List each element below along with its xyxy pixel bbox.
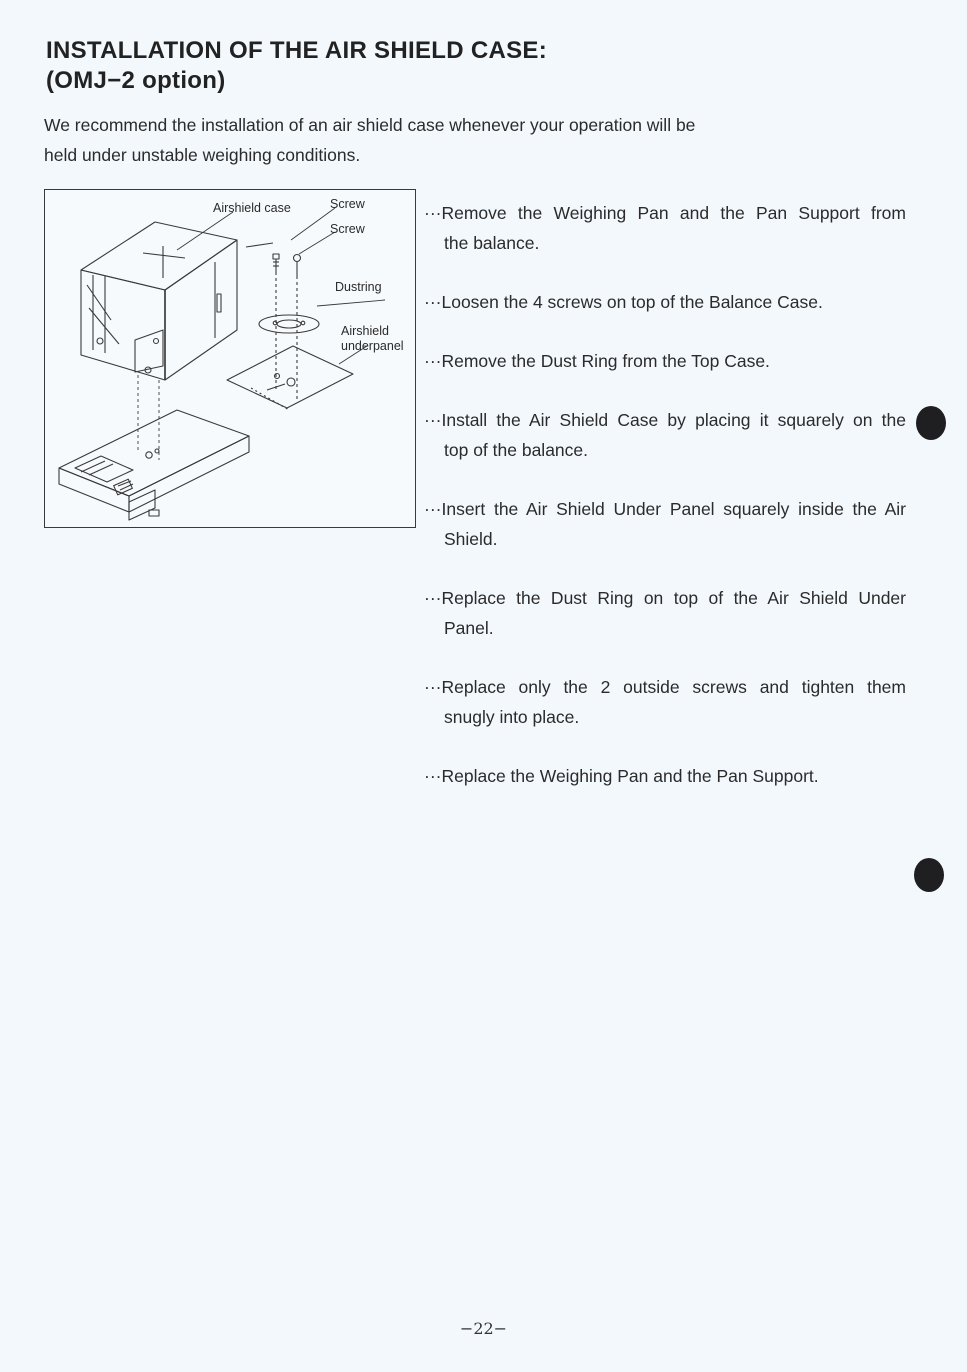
intro-line-1: We recommend the installation of an air shield case whenever your operation will be (44, 115, 696, 135)
intro-paragraph (44, 110, 824, 170)
step-item (424, 198, 906, 258)
binder-hole-mark-upper (916, 406, 946, 440)
step-line-1: ···Replace only the 2 outside screws and tighten them (424, 677, 906, 697)
intro-line-2: held under unstable weighing conditions. (44, 145, 361, 165)
step-item (424, 761, 906, 791)
step-line-1: ···Replace the Dust Ring on top of the Air Shield Under (424, 588, 906, 608)
underpanel-drawing (227, 346, 353, 410)
page-title-line-1: INSTALLATION OF THE AIR SHIELD CASE: (46, 37, 548, 64)
step-item (424, 405, 906, 465)
label-airshield-underpanel-1: Airshield (341, 324, 389, 338)
step-item (424, 494, 906, 554)
airshield-case-drawing (81, 222, 273, 380)
step-item (424, 583, 906, 643)
step-item (424, 287, 906, 317)
step-line-1: ···Install the Air Shield Case by placing it squarely on the (424, 410, 906, 430)
page-title (46, 36, 547, 96)
step-item (424, 346, 906, 376)
label-dustring: Dustring (335, 280, 382, 294)
step-item (424, 672, 906, 732)
step-line-1: ···Remove the Dust Ring from the Top Case. (424, 351, 770, 371)
label-airshield-case: Airshield case (213, 201, 291, 215)
step-line-2: Shield. (444, 529, 498, 549)
step-line-1: ···Remove the Weighing Pan and the Pan Support from (424, 203, 906, 223)
exploded-view-drawing (45, 190, 417, 529)
dustring-drawing (259, 315, 319, 333)
binder-hole-mark-lower (914, 858, 944, 892)
label-airshield-underpanel-2: underpanel (341, 339, 404, 353)
installation-diagram (44, 189, 416, 528)
step-line-1: ···Loosen the 4 screws on top of the Balance Case. (424, 292, 823, 312)
step-line-1: ···Replace the Weighing Pan and the Pan Support. (424, 766, 819, 786)
step-line-2: snugly into place. (444, 707, 580, 727)
label-screw-1: Screw (330, 197, 365, 211)
step-line-1: ···Insert the Air Shield Under Panel squarely inside the Air (424, 499, 906, 519)
label-screw-2: Screw (330, 222, 365, 236)
step-line-2: top of the balance. (444, 440, 588, 460)
page-title-line-2: (OMJ−2 option) (46, 67, 226, 94)
balance-body-drawing (59, 410, 249, 520)
step-line-2: Panel. (444, 618, 494, 638)
step-line-2: the balance. (444, 233, 540, 253)
page-number: −22− (459, 1319, 508, 1338)
